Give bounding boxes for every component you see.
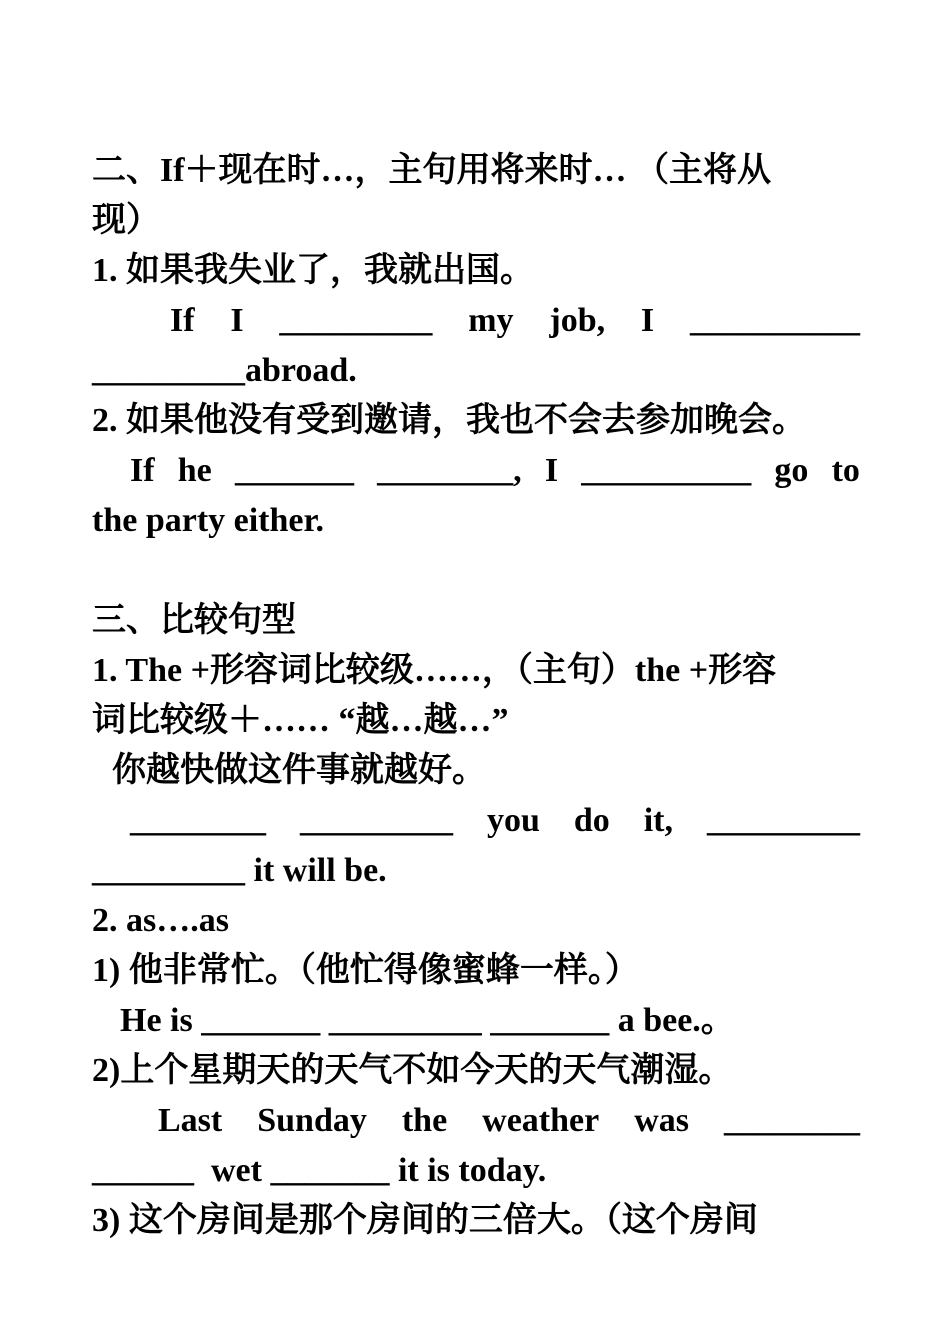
p1-english-line1 [92, 796, 860, 846]
section2-heading-line2: 现） [92, 202, 160, 239]
p1-english-line2: _________ it will be. [92, 852, 387, 889]
q1-word: I [640, 302, 655, 339]
p1-word: do [573, 802, 610, 839]
p2-2-word: Sunday [257, 1102, 367, 1139]
p2-1-english: He is _______ _________ _______ a bee.。 [120, 1002, 735, 1039]
q1-blank: __________ [689, 302, 860, 339]
p1-chinese: 你越快做这件事就越好。 [112, 752, 486, 789]
section-spacer [92, 546, 860, 596]
p1-blank: _________ [299, 802, 453, 839]
p1-rule-line1: 1. The +形容词比较级……，（主句）the +形容 [92, 652, 777, 689]
q2-word: go [774, 452, 809, 489]
q1-english-line1 [92, 296, 860, 346]
p1-blank: _________ [706, 802, 860, 839]
q2-word: to [831, 452, 860, 489]
q1-word: my [468, 302, 514, 339]
q1-english-line2: _________abroad. [92, 352, 357, 389]
p2-2-blank: ________ [723, 1102, 860, 1139]
q2-blank: _______ [234, 452, 354, 489]
p1-word: it, [643, 802, 673, 839]
q2-word: he [177, 452, 212, 489]
q1-blank: _________ [279, 302, 433, 339]
section2-heading-line1: 二、If＋现在时…，主句用将来时… （主将从 [92, 152, 772, 189]
q2-chinese: 2. 如果他没有受到邀请，我也不会去参加晚会。 [92, 402, 806, 439]
q1-word: If [170, 302, 195, 339]
p2-title: 2. as….as [92, 902, 229, 939]
q2-english-line2: the party either. [92, 502, 324, 539]
p2-2-word: Last [158, 1102, 223, 1139]
p2-2-english-line2: ______ wet _______ it is today. [92, 1152, 547, 1189]
p2-2-english-line1 [92, 1096, 860, 1146]
q2-blank: __________ [581, 452, 752, 489]
q2-english-line1 [92, 446, 860, 496]
q2-word: I [544, 452, 559, 489]
p2-2-word: weather [482, 1102, 600, 1139]
p2-3-chinese: 3) 这个房间是那个房间的三倍大。（这个房间 [92, 1202, 758, 1239]
q1-chinese: 1. 如果我失业了，我就出国。 [92, 252, 534, 289]
p1-rule-line2: 词比较级＋…… “越…越…” [92, 702, 509, 739]
p1-blank: ________ [130, 802, 266, 839]
q1-word: job, [549, 302, 606, 339]
q2-word: If [130, 452, 155, 489]
q1-word: I [230, 302, 244, 339]
worksheet-page [92, 146, 860, 1246]
p1-word: you [486, 802, 540, 839]
q2-blank: ________, [377, 452, 522, 489]
p2-2-chinese: 2)上个星期天的天气不如今天的天气潮湿。 [92, 1052, 733, 1089]
p2-1-chinese: 1) 他非常忙。（他忙得像蜜蜂一样。） [92, 952, 639, 989]
section3-heading: 三、比较句型 [92, 602, 296, 639]
p2-2-word: was [634, 1102, 689, 1139]
p2-2-word: the [401, 1102, 448, 1139]
